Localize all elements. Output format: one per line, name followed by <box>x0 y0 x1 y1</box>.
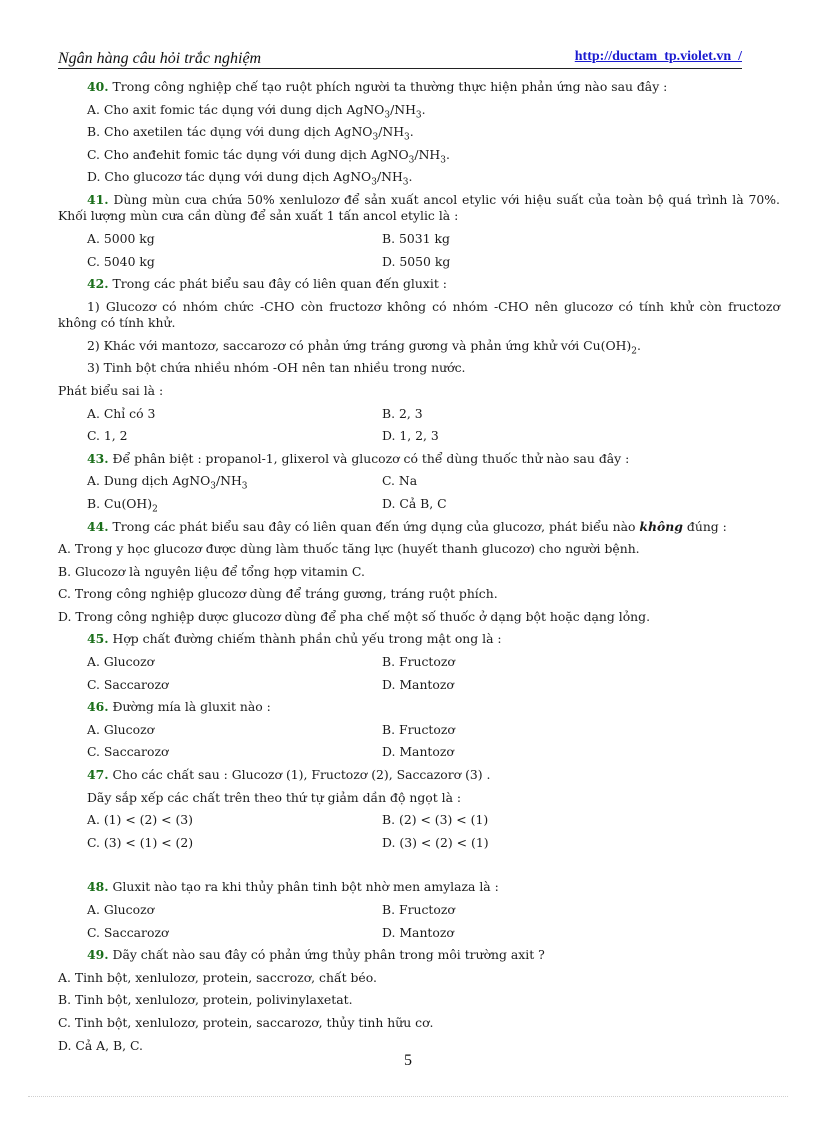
question-43 <box>58 448 780 471</box>
option-b: B. Cho axetilen tác dụng với dung dịch $AgNO_3/NH_3$. <box>87 124 414 143</box>
options-row <box>58 493 780 516</box>
option-c: C. (3) < (1) < (2) <box>87 834 194 850</box>
options-row <box>58 470 780 493</box>
option-b: B. Glucozơ là nguyên liệu để tổng hợp vitamin C. <box>58 563 365 579</box>
question-subtext: Dãy sắp xếp các chất trên theo thứ tự giảm dần độ ngọt là : <box>87 789 462 805</box>
option-a: A. (1) < (2) < (3) <box>87 812 193 828</box>
option-d: D. Mantozơ <box>382 924 454 940</box>
option-b: B. $Cu(OH)_2$ <box>87 495 158 515</box>
question-text: Trong công nghiệp chế tạo ruột phích người ta thường thực hiện phản ứng nào sau đây : <box>112 79 668 94</box>
option-b: B. 5031 kg <box>382 230 450 246</box>
option-c: C. 5040 kg <box>87 253 155 269</box>
option-d: D. Mantozơ <box>382 744 454 760</box>
question-text: Để phân biệt : propanol-1, glixerol và glucozơ có thể dùng thuốc thử nào sau đây : <box>112 450 630 466</box>
option-c: C. Cho anđehit fomic tác dụng với dung dịch $AgNO_3/NH_3$. <box>87 146 450 166</box>
options-row <box>58 809 780 832</box>
question-47 <box>58 764 780 787</box>
question-text: Hợp chất đường chiếm thành phần chủ yếu trong mật ong là : <box>112 631 502 647</box>
option-d: D. Cho glucozơ tác dụng với dung dịch $AgNO_3/NH_3$. <box>87 169 413 188</box>
options-row <box>58 899 780 922</box>
question-45 <box>58 628 780 651</box>
question-prompt: Phát biểu sai là : <box>58 382 164 398</box>
question-number: 41. <box>87 191 109 207</box>
options-row <box>58 719 780 742</box>
option-d: D. 5050 kg <box>382 253 451 269</box>
page-header <box>58 48 742 69</box>
option-b: B. 2, 3 <box>382 405 423 421</box>
page-bottom-divider <box>28 1096 788 1097</box>
options-row <box>58 832 780 855</box>
option-a: A. Tinh bột, xenlulozơ, protein, saccrozơ, chất béo. <box>58 969 377 985</box>
question-number: 48. <box>87 879 109 895</box>
question-number: 43. <box>87 450 109 466</box>
option-b: B. Fructozơ <box>382 721 455 737</box>
question-48 <box>58 876 780 899</box>
statement-1: 1) Glucozơ có nhóm chức -CHO còn fructozơ không có nhóm -CHO nên glucozơ có tính khử còn fructozơ không có tính khử. <box>58 298 780 330</box>
option-a: A. Dung dịch $AgNO_3/NH_3$ <box>87 473 248 492</box>
option-a: A. Trong y học glucozơ được dùng làm thuốc tăng lực (huyết thanh glucozơ) cho người bệnh. <box>58 541 640 557</box>
option-a: A. Glucozơ <box>87 902 155 917</box>
question-40 <box>58 76 780 99</box>
option-c: C. Tinh bột, xenlulozơ, protein, saccarozơ, thủy tinh hữu cơ. <box>58 1014 434 1030</box>
header-title: Ngân hàng câu hỏi trắc nghiệm <box>58 50 262 67</box>
option-d: D. (3) < (2) < (1) <box>382 834 489 850</box>
page-number: 5 <box>404 1052 412 1069</box>
question-number: 46. <box>87 699 109 715</box>
options-row <box>58 922 780 945</box>
statement-3: 3) Tinh bột chứa nhiều nhóm -OH nên tan nhiều trong nước. <box>87 360 466 376</box>
option-b: B. Fructozơ <box>382 654 455 670</box>
options-row <box>58 741 780 764</box>
option-b: B. Fructozơ <box>382 902 455 917</box>
option-d: D. Cả A, B, C. <box>58 1037 143 1053</box>
options-row <box>58 674 780 697</box>
question-text: Dãy chất nào sau đây có phản ứng thủy phân trong môi trường axit ? <box>112 947 545 963</box>
question-text: Trong các phát biểu sau đây có liên quan đến gluxit : <box>112 276 447 292</box>
option-a: A. Cho axit fomic tác dụng với dung dịch $AgNO_3/NH_3$. <box>87 101 426 121</box>
options-row <box>58 228 780 251</box>
statement-2: 2) Khác với mantozơ, saccarozơ có phản ứng tráng gương và phản ứng khử với $Cu(OH)_2$. <box>87 337 641 357</box>
question-42 <box>58 273 780 296</box>
option-d: D. Trong công nghiệp dược glucozơ dùng để pha chế một số thuốc ở dạng bột hoặc dạng lỏng. <box>58 608 651 624</box>
option-c: C. Na <box>382 473 418 489</box>
question-text: Cho các chất sau : Glucozơ (1), Fructozơ (2), Saccazorơ (3) . <box>112 767 491 783</box>
options-row <box>58 651 780 674</box>
options-row <box>58 403 780 426</box>
question-41 <box>58 192 780 224</box>
question-list <box>58 76 780 1057</box>
question-number: 44. <box>87 518 109 534</box>
option-a: A. Glucozơ <box>87 654 155 670</box>
option-c: C. Trong công nghiệp glucozơ dùng để tráng gương, tráng ruột phích. <box>58 586 498 602</box>
question-text: Dùng mùn cưa chứa 50% xenlulozơ để sản xuất ancol etylic với hiệu suất của toàn bộ quá trình là 70%. Khối lượng mùn cưa cần dùng để sản xuất 1 tấn ancol etylic là : <box>58 191 780 223</box>
option-c: C. 1, 2 <box>87 428 128 444</box>
option-d: D. Cả B, C <box>382 495 447 511</box>
option-d: D. 1, 2, 3 <box>382 428 439 444</box>
question-number: 40. <box>87 79 109 94</box>
question-text: Đường mía là gluxit nào : <box>112 699 271 715</box>
option-d: D. Mantozơ <box>382 676 454 692</box>
option-b: B. Tinh bột, xenlulozơ, protein, polivinylaxetat. <box>58 992 353 1008</box>
question-44: 44. Trong các phát biểu sau đây có liên quan đến ứng dụng của glucozơ, phát biểu nào không đúng : <box>87 518 727 534</box>
question-number: 47. <box>87 767 109 783</box>
options-row <box>58 425 780 448</box>
emphasis-word: không <box>639 518 683 534</box>
spacer <box>58 854 780 876</box>
option-c: C. Saccarozơ <box>87 744 169 760</box>
option-a: A. Glucozơ <box>87 721 155 737</box>
option-a: A. 5000 kg <box>87 230 155 246</box>
option-b: B. (2) < (3) < (1) <box>382 812 489 828</box>
question-49 <box>58 944 780 967</box>
option-c: C. Saccarozơ <box>87 676 169 692</box>
question-46 <box>58 696 780 719</box>
header-link[interactable]: http://ductam_tp.violet.vn_/ <box>574 49 742 64</box>
option-a: A. Chỉ có 3 <box>87 405 156 421</box>
option-c: C. Saccarozơ <box>87 924 169 940</box>
question-text: Gluxit nào tạo ra khi thủy phân tinh bột nhờ men amylaza là : <box>112 879 499 895</box>
question-number: 42. <box>87 276 109 292</box>
question-number: 49. <box>87 947 109 963</box>
options-row <box>58 251 780 274</box>
question-number: 45. <box>87 631 109 647</box>
